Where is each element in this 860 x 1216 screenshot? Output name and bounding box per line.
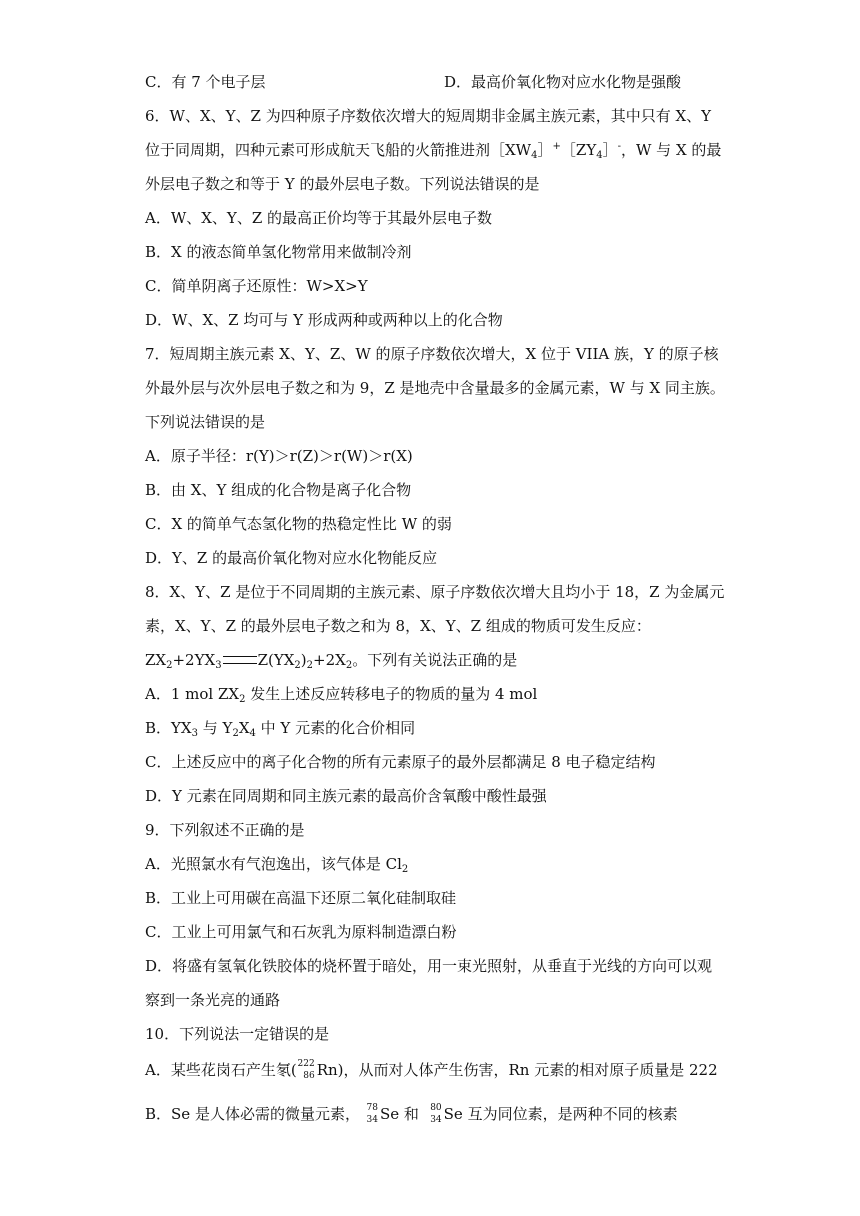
q7-option-b: B．由 X、Y 组成的化合物是离子化合物 xyxy=(145,481,412,499)
q10-stem: 10．下列说法一定错误的是 xyxy=(145,1025,330,1043)
q9-option-d-line1: D．将盛有氢氧化铁胶体的烧杯置于暗处，用一束光照射，从垂直于光线的方向可以观 xyxy=(145,957,713,975)
q9-option-a: A．光照氯水有气泡逸出，该气体是 $Cl_2$ xyxy=(145,855,409,875)
q6-option-b: B．X 的液态简单氢化物常用来做制冷剂 xyxy=(145,243,412,261)
q9-option-d-line2: 察到一条光亮的通路 xyxy=(145,991,281,1009)
q8-option-d: D．Y 元素在同周期和同主族元素的最高价含氧酸中酸性最强 xyxy=(145,787,547,805)
q8-option-b: B．$YX_3$ 与 $Y_2X_4$ 中 Y 元素的化合价相同 xyxy=(145,719,416,739)
q6-stem-line2: 位于同周期，四种元素可形成航天飞船的火箭推进剂$[XW_4]^+[ZY_4]^-$，W 与 X 的最 xyxy=(145,141,722,161)
q8-option-a: A．1 mol $ZX_2$ 发生上述反应转移电子的物质的量为 4 mol xyxy=(145,685,538,705)
q7-stem-line1: 7．短周期主族元素 X、Y、Z、W 的原子序数依次增大，X 位于 VIIA 族，Y 的原子核 xyxy=(145,345,719,363)
q9-option-c: C．工业上可用氯气和石灰乳为原料制造漂白粉 xyxy=(145,923,457,941)
q10-option-a: A．某些花岗石产生氡( 222 86 Rn)，从而对人体产生伤害，Rn 元素的相对原子质量是 222 xyxy=(145,1059,718,1081)
q8-option-c: C．上述反应中的离子化合物的所有元素原子的最外层都满足 8 电子稳定结构 xyxy=(145,753,656,771)
q9-option-b: B．工业上可用碳在高温下还原二氧化硅制取硅 xyxy=(145,889,457,907)
q8-stem-line1: 8．X、Y、Z 是位于不同周期的主族元素、原子序数依次增大且均小于 18，Z 为金属元 xyxy=(145,583,725,601)
q5-option-d: D．最高价氧化物对应水化物是强酸 xyxy=(444,73,682,91)
q7-option-c: C．X 的简单气态氢化物的热稳定性比 W 的弱 xyxy=(145,515,452,533)
nuclide-notation: 222 86 xyxy=(297,1059,315,1081)
q7-option-a: A．原子半径：r(Y)＞r(Z)＞r(W)＞r(X) xyxy=(145,447,413,465)
q6-option-c: C．简单阴离子还原性：W>X>Y xyxy=(145,277,368,295)
q7-option-d: D．Y、Z 的最高价氧化物对应水化物能反应 xyxy=(145,549,438,567)
q6-stem-line3: 外层电子数之和等于 Y 的最外层电子数。下列说法错误的是 xyxy=(145,175,540,193)
q10-option-b: B．Se 是人体必需的微量元素， 78 34 Se 和 80 34 Se 互为同位素，是两种不同的核素 xyxy=(145,1103,678,1125)
q6-option-d: D．W、X、Z 均可与 Y 形成两种或两种以上的化合物 xyxy=(145,311,503,329)
q7-stem-line2: 外最外层与次外层电子数之和为 9，Z 是地壳中含量最多的金属元素，W 与 X 同主族。 xyxy=(145,379,725,397)
nuclide-notation: 78 34 xyxy=(366,1103,378,1125)
q6-stem-line1: 6．W、X、Y、Z 为四种原子序数依次增大的短周期非金属主族元素，其中只有 X、Y xyxy=(145,107,712,125)
q5-option-c: C．有 7 个电子层 xyxy=(145,73,266,91)
q9-stem: 9．下列叙述不正确的是 xyxy=(145,821,305,839)
q6-option-a: A．W、X、Y、Z 的最高正价均等于其最外层电子数 xyxy=(145,209,493,227)
nuclide-notation: 80 34 xyxy=(430,1103,442,1125)
q8-reaction-equation: $ZX_2+2YX_3$ $Z(YX_2)_2+2X_2$。下列有关说法正确的是 xyxy=(145,651,518,671)
q8-stem-line2: 素，X、Y、Z 的最外层电子数之和为 8，X、Y、Z 组成的物质可发生反应： xyxy=(145,617,651,635)
equals-sign-icon xyxy=(223,656,257,664)
q7-stem-line3: 下列说法错误的是 xyxy=(145,413,266,431)
